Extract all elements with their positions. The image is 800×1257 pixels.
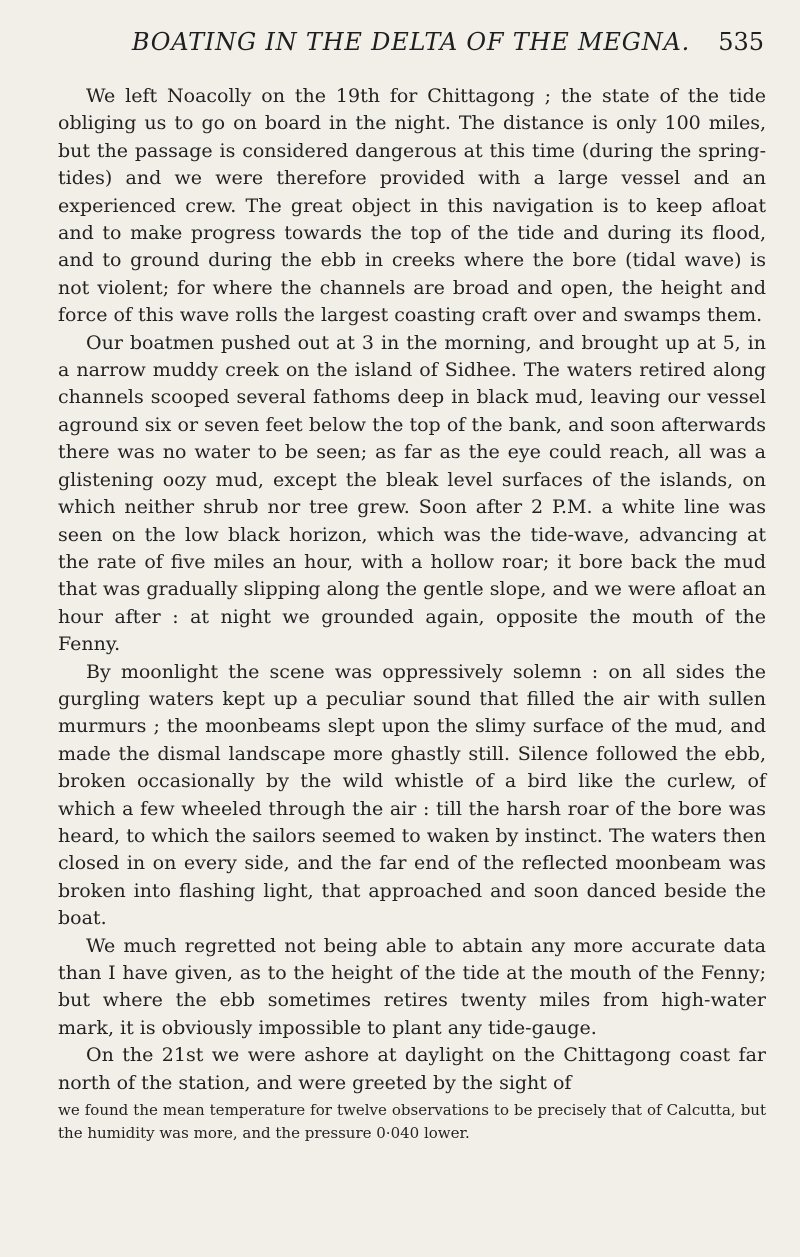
paragraph-3: By moonlight the scene was oppressively solemn : on all sides the gurgling waters kept up a peculiar sound that filled the air with sullen murmurs ; the moonbeams slept upon the slimy surface of the mud, and made the dismal landscape more ghastly still. Silence followed the ebb, broken occasionally by the wild whistle of a bird like the curlew, of which a few wheeled through the air : till the harsh roar of the bore was heard, to which the sailors seemed to waken by instinct. The waters then closed in on every side, and the far end of the reflected moonbeam was broken into flashing light, that approached and soon danced beside the boat. <box>58 660 766 930</box>
page-header <box>58 28 764 68</box>
paragraph-1: We left Noacolly on the 19th for Chittagong ; the state of the tide obliging us to go on board in the night. The distance is only 100 miles, but the passage is considered dangerous at this time (during the spring-tides) and we were therefore provided with a large vessel and an experienced crew. The great object in this navigation is to keep afloat and to make progress towards the top of the tide and during its flood, and to ground during the ebb in creeks where the bore (tidal wave) is not violent; for where the channels are broad and open, the height and force of this wave rolls the largest coasting craft over and swamps them. <box>58 85 766 327</box>
paragraph-2: Our boatmen pushed out at 3 in the morning, and brought up at 5, in a narrow muddy creek on the island of Sidhee. The waters retired along channels scooped several fathoms deep in black mud, leaving our vessel aground six or seven feet below the top of the bank, and soon afterwards there was no water to be seen; as far as the eye could reach, all was a glistening oozy mud, except the bleak level surfaces of the islands, on which neither shrub nor tree grew. Soon after 2 P.M. a white line was seen on the low black horizon, which was the tide-wave, advancing at the rate of five miles an hour, with a hollow roar; it bore back the mud that was gradually slipping along the gentle slope, and we were afloat an hour after : at night we grounded again, opposite the mouth of the Fenny. <box>58 331 766 656</box>
paragraph-4: We much regretted not being able to abtain any more accurate data than I have given, as to the height of the tide at the mouth of the Fenny; but where the ebb sometimes retires twenty miles from high-water mark, it is obviously impossible to plant any tide-gauge. <box>58 934 766 1039</box>
running-head: BOATING IN THE DELTA OF THE MEGNA. <box>131 28 691 56</box>
footnote-continuation: we found the mean temperature for twelve observations to be precisely that of Calcutta, but the humidity was more, and the pressure 0·040 lower. <box>58 1101 766 1143</box>
paragraph-5: On the 21st we were ashore at daylight on the Chittagong coast far north of the station, and were greeted by the sight of <box>58 1044 766 1094</box>
page-body <box>58 83 766 1145</box>
page-number: 535 <box>718 28 764 56</box>
